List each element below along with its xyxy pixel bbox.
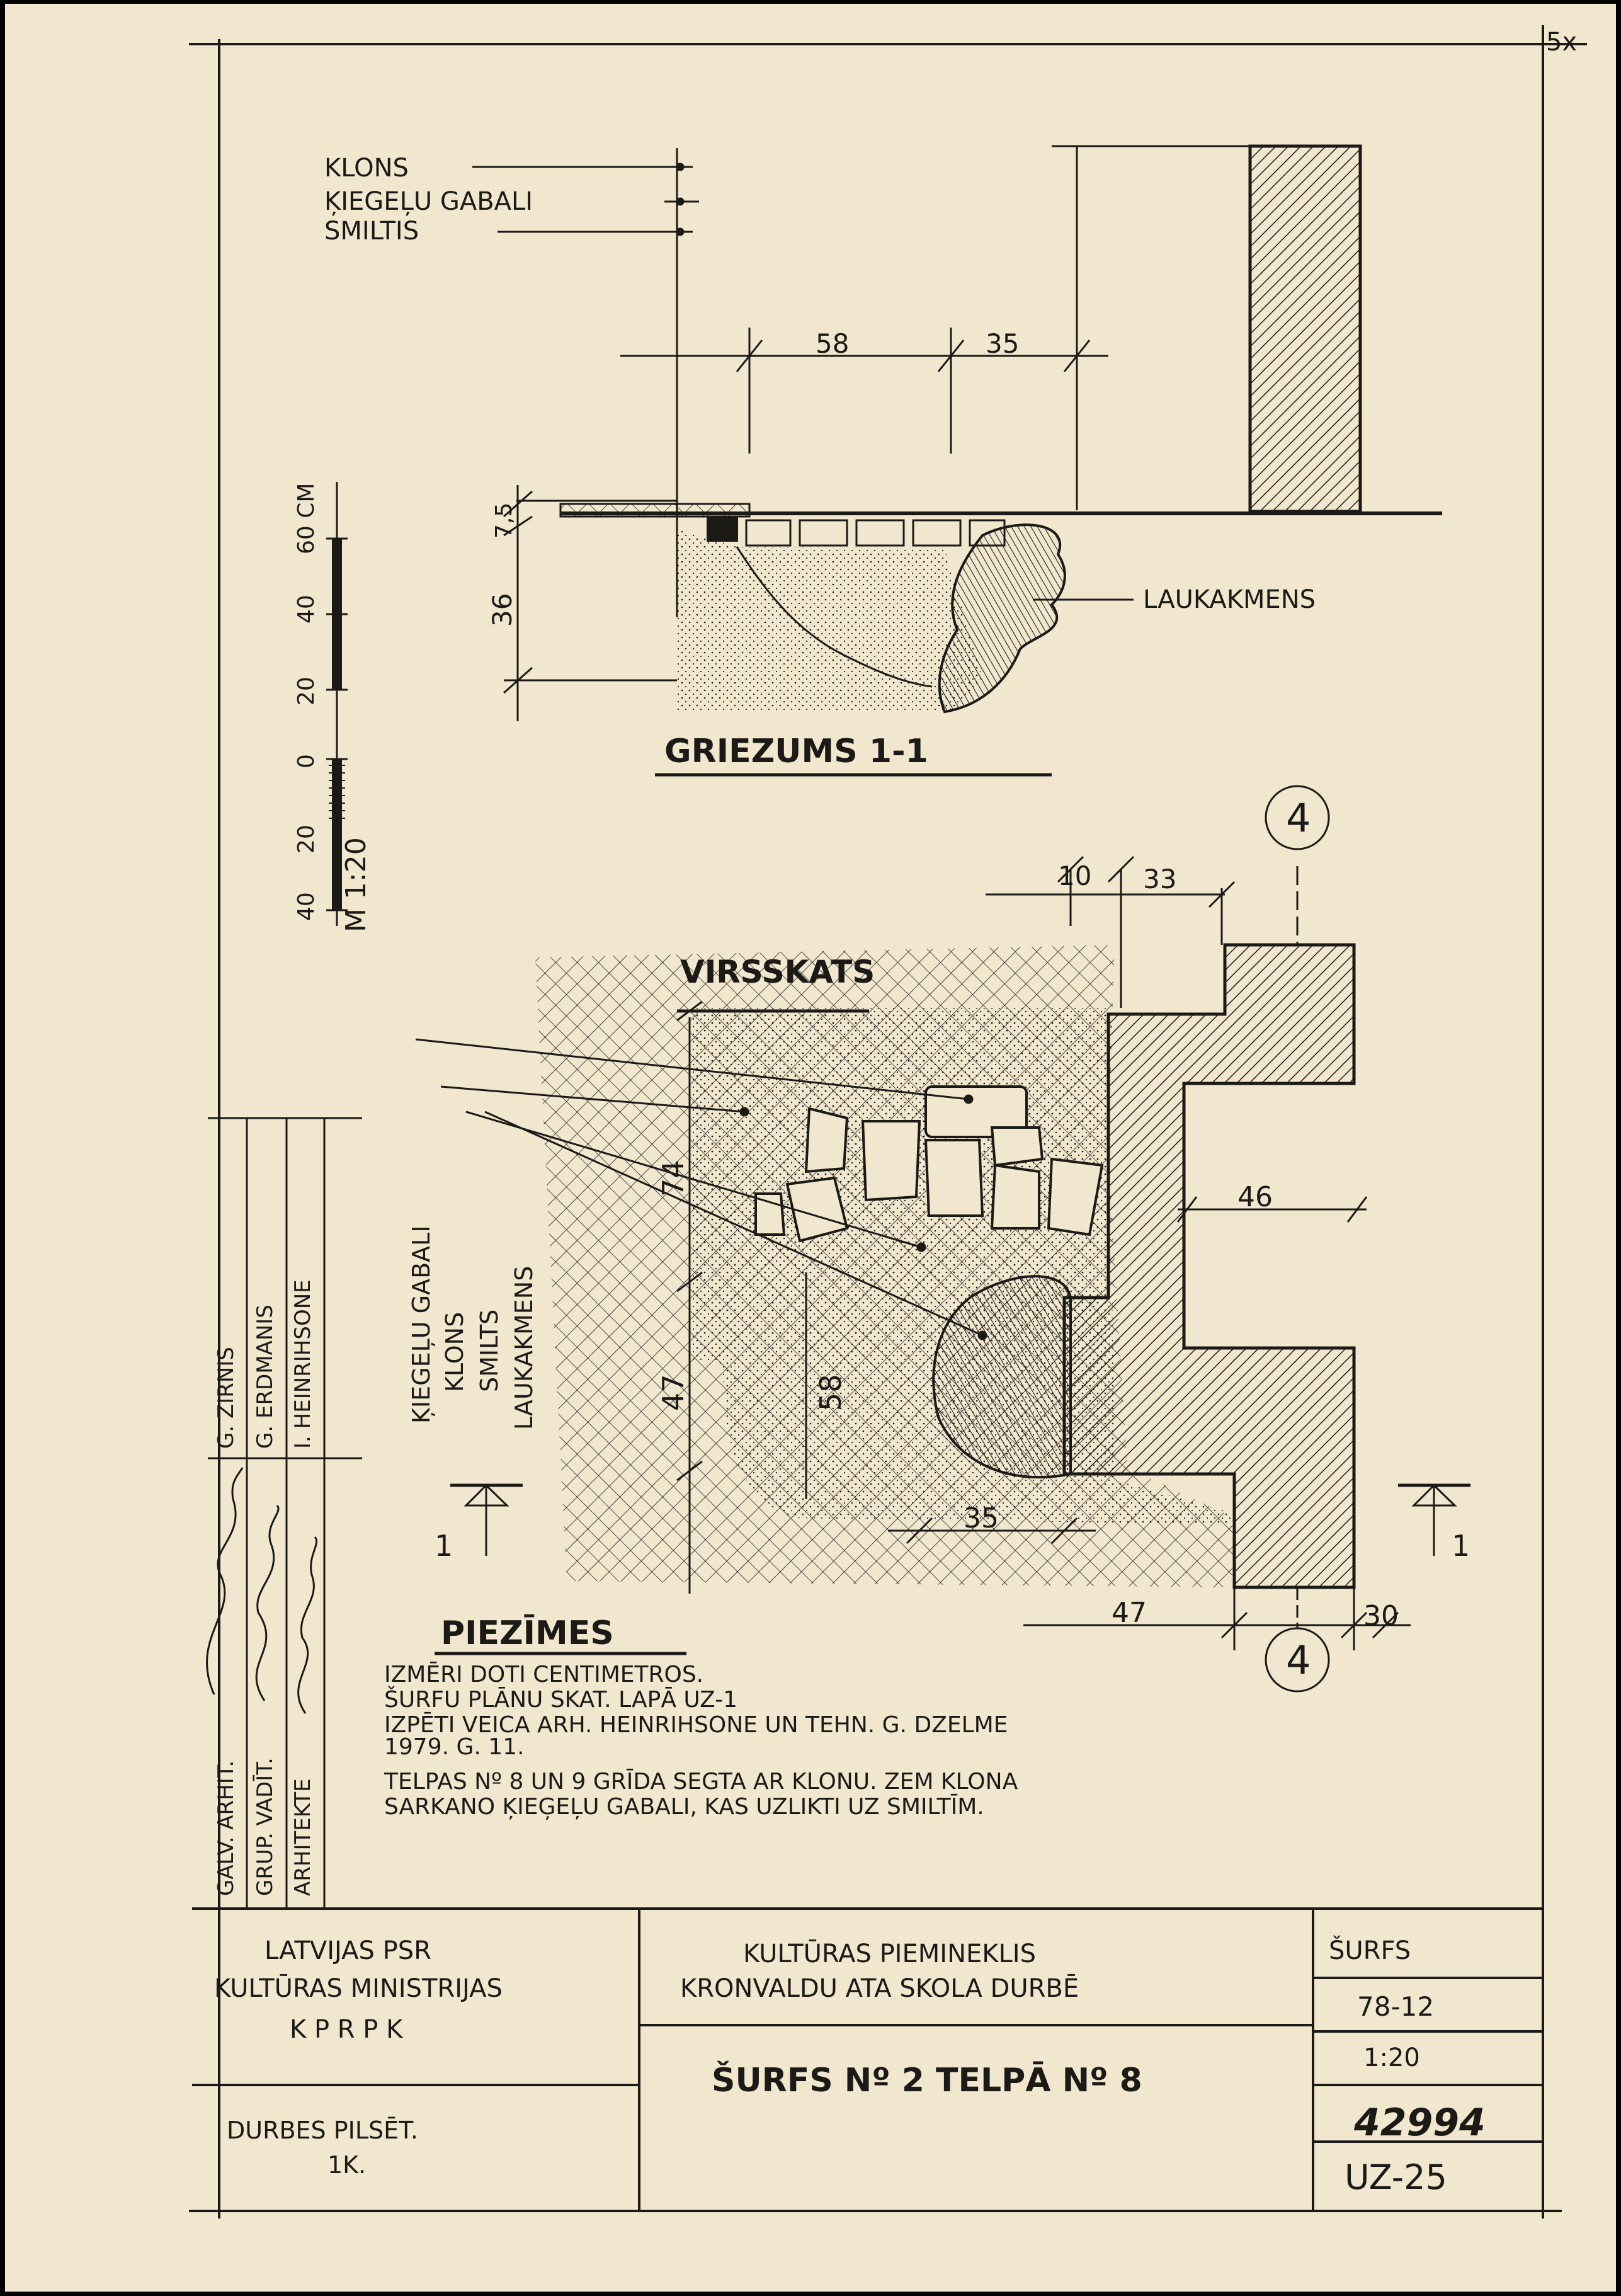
section-dim-36: 36	[487, 593, 518, 627]
sheet-code: UZ-25	[1345, 2157, 1447, 2197]
note-line-5: TELPAS Nº 8 UN 9 GRĪDA SEGTA AR KLONU. ZEM KLONA	[384, 1769, 1018, 1795]
layer-label-klons: KLONS	[324, 154, 409, 183]
cut-mark-left: 1	[435, 1529, 453, 1563]
plan-dim-58: 58	[814, 1374, 848, 1411]
corner-mark: 5x	[1546, 28, 1578, 57]
notes-title: PIEZĪMES	[441, 1614, 614, 1652]
plan-dim-33: 33	[1143, 864, 1177, 894]
plan-dim-47-horizontal: 47	[1112, 1597, 1147, 1629]
plan-label-kiegelu-gabali: ĶIEGEĻU GABALI	[407, 1225, 435, 1424]
plan-dim-46: 46	[1237, 1181, 1273, 1213]
org-line-1: LATVIJAS PSR	[264, 1936, 431, 1965]
section-dim-58: 58	[816, 328, 850, 359]
name-g-erdmanis: G. ERDMANIS	[253, 1305, 278, 1449]
place-line-2: 1K.	[327, 2151, 367, 2179]
axis-bubble-top: 4	[1286, 795, 1311, 841]
plan-label-smilts: SMILTS	[475, 1309, 503, 1392]
axis-bubble-bottom: 4	[1286, 1637, 1311, 1683]
scale-tick-60: 60 CM	[293, 483, 319, 554]
section-dim-35: 35	[986, 328, 1020, 359]
layer-label-kiegelu-gabali: ĶIEGEĻU GABALI	[324, 187, 533, 216]
section-title: GRIEZUMS 1-1	[664, 733, 928, 770]
plan-dim-30: 30	[1363, 1600, 1399, 1632]
role-grup-vadit: GRUP. VADĪT.	[253, 1757, 278, 1896]
type-label: ŠURFS	[1329, 1936, 1411, 1965]
scale-tick-40: 40	[293, 595, 319, 624]
note-line-6: SARKANO ĶIEĢEĻU GABALI, KAS UZLIKTI UZ SMILTĪM.	[384, 1794, 984, 1820]
plan-label-laukakmens: LAUKAKMENS	[510, 1265, 538, 1430]
plan-dim-10: 10	[1058, 860, 1092, 891]
section-dim-7-5: 7,5	[491, 502, 517, 539]
plan-label-klons: KLONS	[441, 1311, 469, 1392]
section-stone-label: LAUKAKMENS	[1143, 585, 1316, 614]
plan-title: VIRSSKATS	[680, 954, 875, 990]
note-line-4: 1979. G. 11.	[384, 1734, 525, 1760]
sheet-title: ŠURFS Nº 2 TELPĀ Nº 8	[712, 2062, 1142, 2099]
cut-mark-right: 1	[1452, 1529, 1470, 1563]
scale-tick-20: 20	[293, 677, 319, 705]
plan-dim-74: 74	[656, 1160, 690, 1197]
layer-label-smiltis: SMILTIS	[324, 217, 419, 246]
project-line-2: KRONVALDU ATA SKOLA DURBĒ	[680, 1974, 1079, 2003]
note-line-2: ŠURFU PLĀNU SKAT. LAPĀ UZ-1	[384, 1687, 738, 1713]
org-line-2: KULTŪRAS MINISTRIJAS	[214, 1974, 503, 2003]
name-g-zirnis: G. ZIRNIS	[213, 1347, 239, 1449]
role-galv-arhit: GALV. ARHIT.	[213, 1760, 239, 1896]
archive-number: 42994	[1354, 2101, 1486, 2145]
plan-dim-35: 35	[964, 1502, 999, 1534]
org-line-3: K P R P K	[290, 2015, 403, 2044]
section-wall	[1250, 146, 1360, 511]
place-line-1: DURBES PILSĒT.	[227, 2116, 418, 2144]
project-line-1: KULTŪRAS PIEMINEKLIS	[743, 1939, 1036, 1968]
scale-label: M 1:20	[340, 837, 372, 932]
note-line-1: IZMĒRI DOTI CENTIMETROS.	[384, 1662, 704, 1688]
drawing-number: 78-12	[1357, 1991, 1435, 2022]
note-line-3: IZPĒTI VEICA ARH. HEINRIHSONE UN TEHN. G. DZELME	[384, 1712, 1008, 1738]
drawing-scale: 1:20	[1363, 2043, 1420, 2072]
scale-tick-0: 0	[293, 754, 319, 768]
scale-tick-20-left: 20	[293, 825, 319, 854]
scale-tick-40-left: 40	[293, 892, 319, 921]
name-i-heinrihsone: I. HEINRIHSONE	[290, 1279, 316, 1449]
role-arhitekte: ARHITEKTE	[290, 1778, 316, 1896]
plan-dim-47-vertical: 47	[656, 1374, 690, 1411]
